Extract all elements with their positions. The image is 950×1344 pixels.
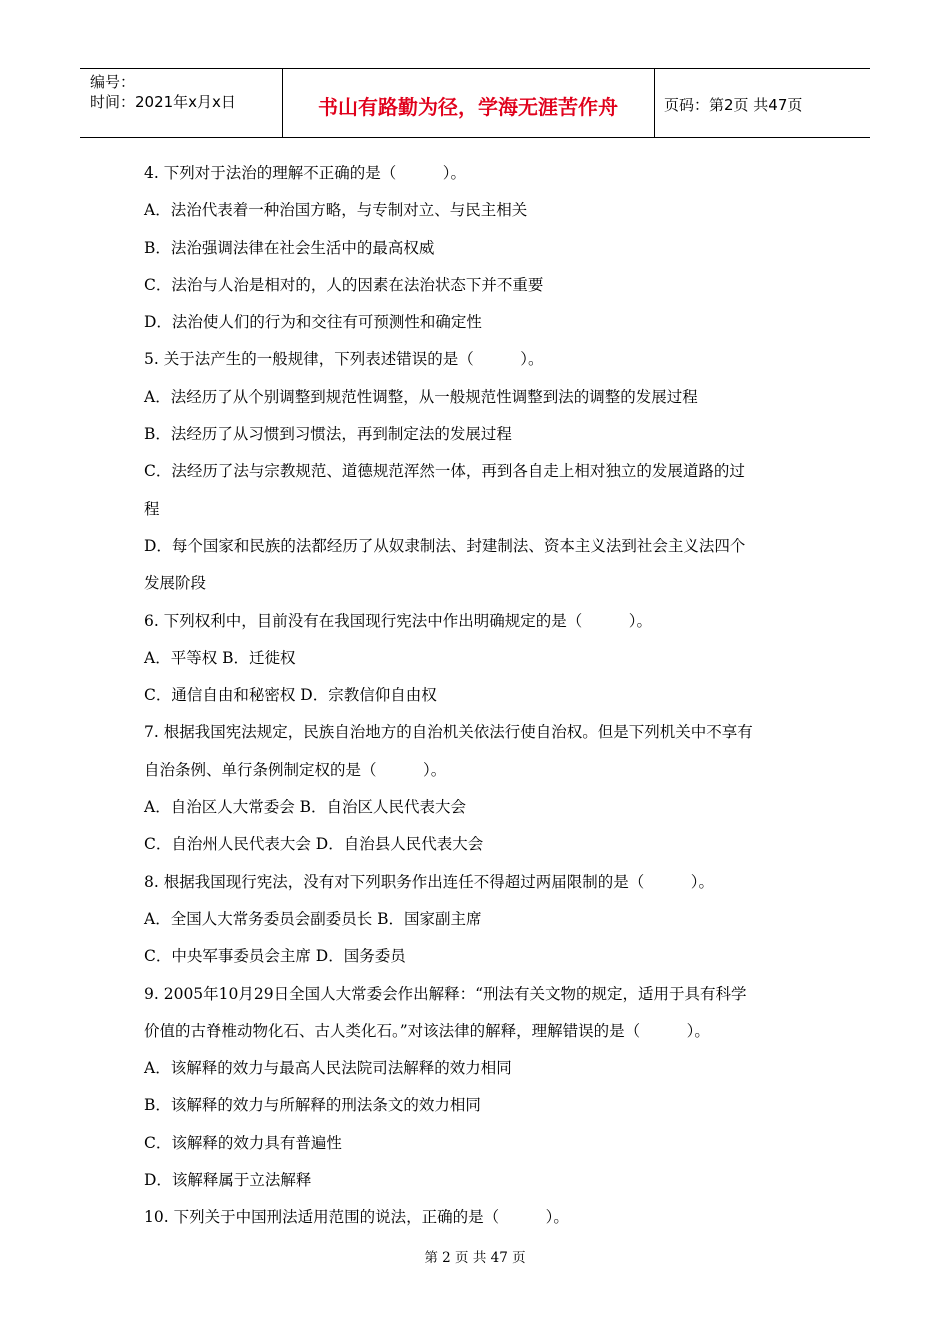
header-page-cell — [654, 69, 870, 137]
text-line: A．平等权 B．迁徙权 — [144, 648, 296, 667]
text-line: A．该解释的效力与最高人民法院司法解释的效力相同 — [144, 1059, 512, 1078]
text-line: 7. 根据我国宪法规定，民族自治地方的自治机关依法行使自治权。但是下列机关中不享有 — [144, 723, 753, 742]
text-line: 9. 2005年10月29日全国人大常委会作出解释：“刑法有关文物的规定，适用于具有科学 — [144, 984, 747, 1003]
page-info: 页码：第2页 共47页 — [664, 96, 803, 114]
text-line: C．自治州人民代表大会 D．自治县人民代表大会 — [144, 835, 484, 854]
text-line: D．法治使人们的行为和交往有可预测性和确定性 — [144, 313, 482, 332]
text-line: A．自治区人大常委会 B．自治区人民代表大会 — [144, 798, 467, 817]
text-line: 10. 下列关于中国刑法适用范围的说法，正确的是（ ）。 — [144, 1208, 569, 1227]
text-line: 8. 根据我国现行宪法，没有对下列职务作出连任不得超过两届限制的是（ ）。 — [144, 872, 714, 891]
text-line: 自治条例、单行条例制定权的是（ ）。 — [144, 760, 447, 779]
text-line: C．通信自由和秘密权 D．宗教信仰自由权 — [144, 686, 437, 705]
text-line: 5. 关于法产生的一般规律，下列表述错误的是（ ）。 — [144, 350, 544, 369]
text-line: C．中央军事委员会主席 D．国务委员 — [144, 947, 406, 966]
text-line: C．该解释的效力具有普遍性 — [144, 1133, 342, 1152]
text-line: A．全国人大常务委员会副委员长 B．国家副主席 — [144, 909, 482, 928]
document-body — [144, 155, 804, 1237]
text-line: B．该解释的效力与所解释的刑法条文的效力相同 — [144, 1096, 481, 1115]
text-line: B．法经历了从习惯到习惯法，再到制定法的发展过程 — [144, 425, 512, 444]
text-line: 4. 下列对于法治的理解不正确的是（ ）。 — [144, 164, 466, 182]
text-line: C．法治与人治是相对的，人的因素在法治状态下并不重要 — [144, 275, 544, 294]
header-meta-cell — [80, 69, 283, 137]
text-line: B．法治强调法律在社会生活中的最高权威 — [144, 238, 435, 257]
text-line: 程 — [144, 499, 160, 518]
motto: 书山有路勤为径，学海无涯苦作舟 — [318, 95, 618, 119]
header-motto-cell — [282, 69, 655, 137]
page-footer: 第 2 页 共 47 页 — [424, 1250, 526, 1266]
serial-label: 编号： — [90, 73, 136, 91]
text-line: A．法治代表着一种治国方略，与专制对立、与民主相关 — [144, 201, 528, 220]
text-line: C．法经历了法与宗教规范、道德规范浑然一体，再到各自走上相对独立的发展道路的过 — [144, 462, 745, 481]
text-line: D．该解释属于立法解释 — [144, 1171, 312, 1190]
text-line: 发展阶段 — [144, 574, 207, 593]
text-line: 价值的古脊椎动物化石、古人类化石。”对该法律的解释，理解错误的是（ ）。 — [144, 1021, 710, 1040]
date-line: 时间：2021年x月x日 — [90, 93, 236, 111]
text-line: D．每个国家和民族的法都经历了从奴隶制法、封建制法、资本主义法到社会主义法四个 — [144, 536, 746, 555]
page-header — [80, 68, 870, 138]
text-line: 6. 下列权利中，目前没有在我国现行宪法中作出明确规定的是（ ）。 — [144, 611, 652, 630]
text-line: A．法经历了从个别调整到规范性调整，从一般规范性调整到法的调整的发展过程 — [144, 387, 698, 406]
